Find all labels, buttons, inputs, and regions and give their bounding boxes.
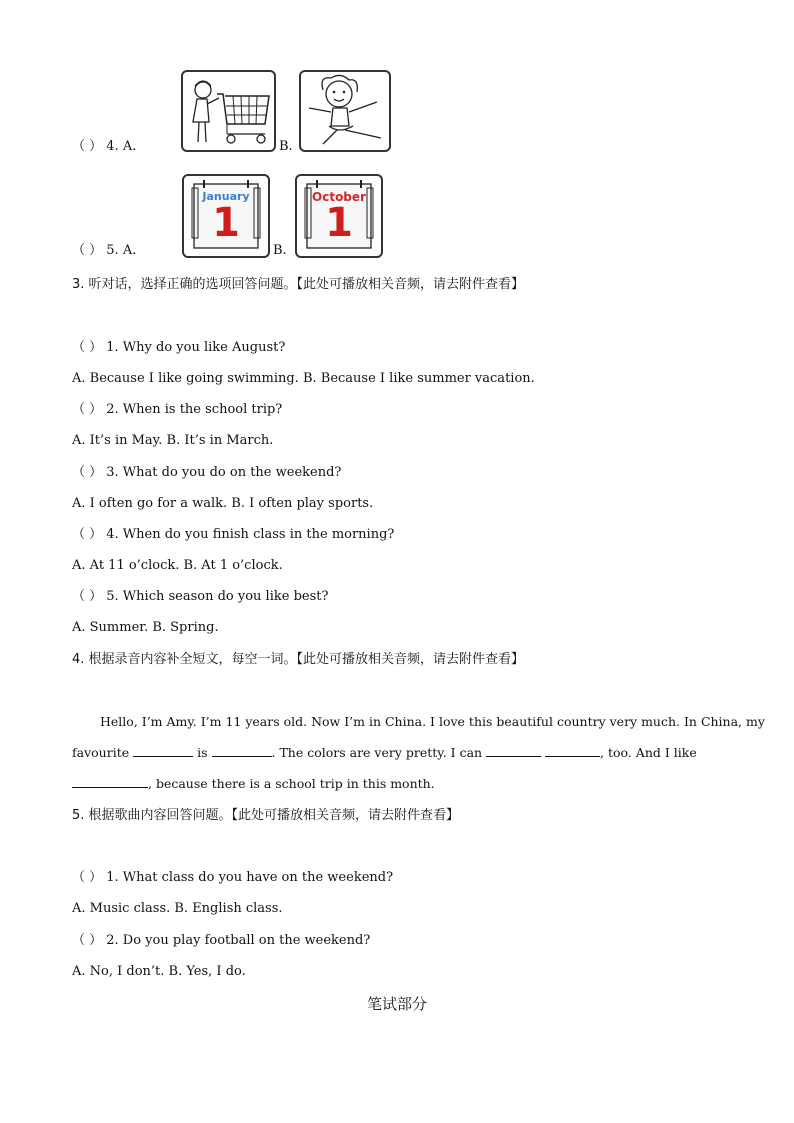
calendar-month-label: October — [312, 190, 366, 204]
question-3-3: （ ） 3. What do you do on the weekend? — [72, 465, 342, 480]
question-3-4: （ ） 4. When do you finish class in the morning? — [72, 527, 395, 542]
fill-blank-5[interactable] — [72, 775, 148, 788]
passage-text: . The colors are very pretty. I can — [271, 745, 483, 760]
passage-text: , too. And I like — [600, 745, 697, 760]
section-5-title: 5. 根据歌曲内容回答问题。【此处可播放相关音频，请去附件查看】 — [72, 808, 460, 823]
fill-blank-2[interactable] — [212, 744, 272, 757]
section-3-title: 3. 听对话，选择正确的选项回答问题。【此处可播放相关音频，请去附件查看】 — [72, 277, 525, 292]
options-3-2: A. It’s in May. B. It’s in March. — [72, 433, 274, 448]
question-5-2: （ ） 2. Do you play football on the weekend? — [72, 933, 371, 948]
answer-paren: （ ） — [72, 243, 103, 258]
passage-text: , because there is a school trip in this month. — [148, 776, 435, 791]
question-3-2: （ ） 2. When is the school trip? — [72, 402, 283, 417]
section-4-title: 4. 根据录音内容补全短文，每空一词。【此处可播放相关音频，请去附件查看】 — [72, 652, 525, 667]
written-part-heading: 笔试部分 — [366, 995, 427, 1013]
options-3-4: A. At 11 o’clock. B. At 1 o’clock. — [72, 558, 283, 573]
fill-blank-4[interactable] — [545, 744, 600, 757]
shopping-cart-picture — [181, 70, 276, 152]
passage-text: favourite — [72, 745, 130, 760]
passage-line-3 — [72, 775, 435, 793]
options-3-5: A. Summer. B. Spring. — [72, 620, 219, 635]
calendar-january-picture — [182, 174, 270, 258]
dancing-girl-picture — [299, 70, 391, 152]
question-3-5: （ ） 5. Which season do you like best? — [72, 589, 329, 604]
options-5-1: A. Music class. B. English class. — [72, 901, 283, 916]
calendar-day-number: 1 — [325, 200, 353, 246]
options-3-1: A. Because I like going swimming. B. Because I like summer vacation. — [72, 371, 535, 386]
calendar-day-number: 1 — [212, 200, 240, 246]
option-b-label: B. — [273, 243, 287, 258]
options-5-2: A. No, I don’t. B. Yes, I do. — [72, 964, 246, 979]
answer-paren: （ ） — [72, 139, 103, 154]
option-a-label: 5. A. — [106, 243, 137, 258]
passage-line-1: Hello, I’m Amy. I’m 11 years old. Now I’m in China. I love this beautiful country very much. In China, my — [100, 714, 765, 729]
q4-stem — [72, 138, 136, 156]
option-b-label: B. — [279, 139, 293, 154]
question-5-1: （ ） 1. What class do you have on the weekend? — [72, 870, 394, 885]
fill-blank-1[interactable] — [133, 744, 193, 757]
passage-text: is — [197, 745, 208, 760]
option-a-label: 4. A. — [106, 139, 137, 154]
q5-stem — [72, 242, 136, 260]
calendar-month-label: January — [202, 190, 250, 203]
question-3-1: （ ） 1. Why do you like August? — [72, 340, 286, 355]
calendar-october-picture — [295, 174, 383, 258]
fill-blank-3[interactable] — [486, 744, 541, 757]
options-3-3: A. I often go for a walk. B. I often play sports. — [72, 496, 374, 511]
passage-line-2 — [72, 744, 697, 762]
